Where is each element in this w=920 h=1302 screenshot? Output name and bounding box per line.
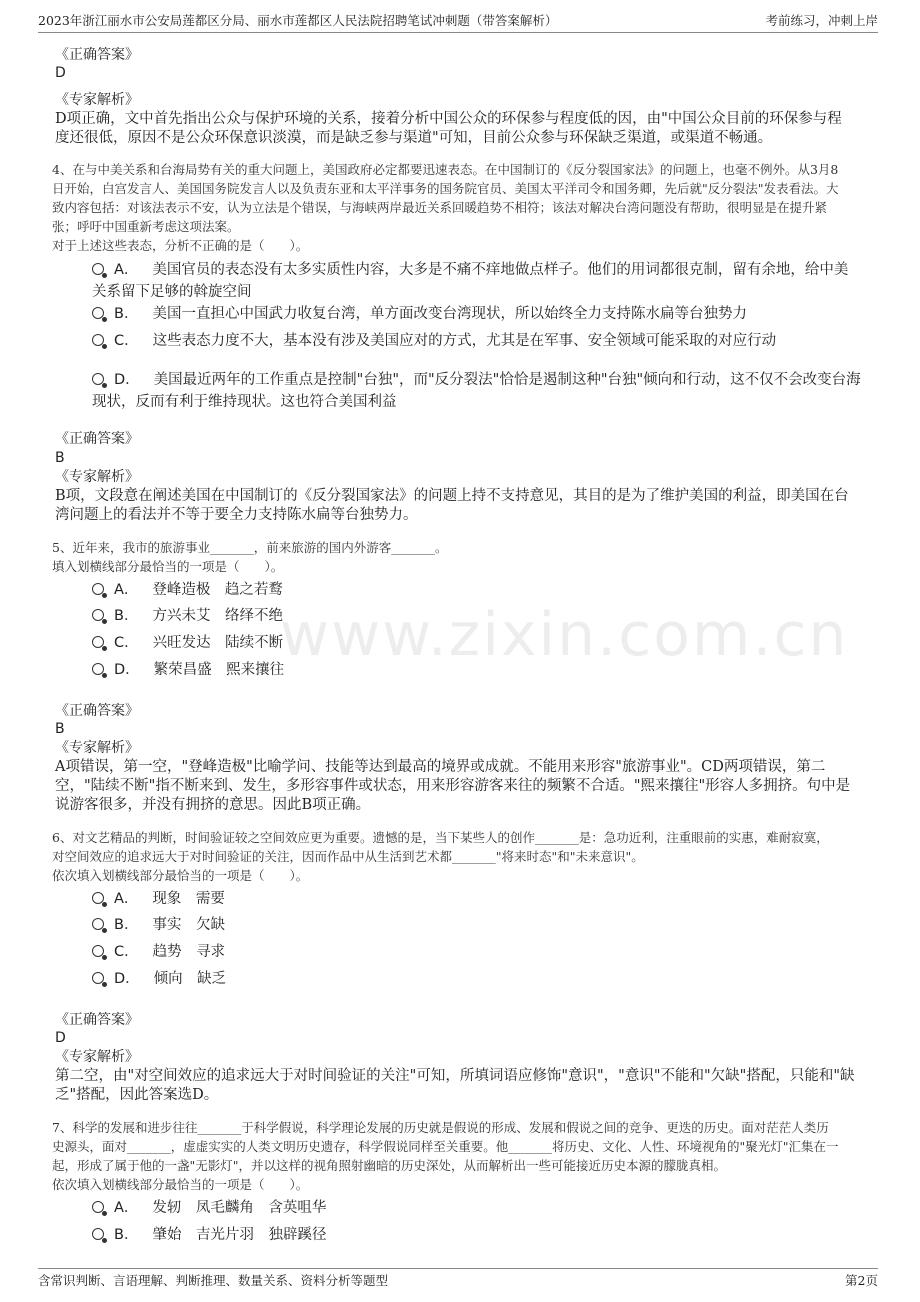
- stem-line: 对空间效应的追求远大于对时间验证的关注，因而作品中从生活到艺术都_______"将来时态"和"未来意识"。: [52, 849, 644, 864]
- stem-line: 张；呼吁中国重新考虑这项法案。: [52, 219, 240, 234]
- option-text: 繁荣昌盛 熙来攘往: [153, 662, 285, 678]
- option-letter: D．: [114, 372, 140, 388]
- option-b[interactable]: [92, 303, 868, 325]
- analysis-line: D项正确，文中首先指出公众与保护环境的关系，接着分析中国公众的环保参与程度低的因，由"中国公众目前的环保参与程: [55, 111, 842, 127]
- option-text: 现象 需要: [152, 891, 225, 907]
- stem-line: 日开始，白宫发言人、美国国务院发言人以及负责东亚和太平洋事务的国务院官员、美国太平洋司令和国务卿，先后就"反分裂法"发表看法。大: [52, 181, 839, 196]
- analysis-line: 空，"陆续不断"指不断来到、发生，多形容事件或状态，用来形容游客来往的频繁不合适。"熙来攘往"形容人多拥挤。句中是: [55, 778, 851, 794]
- option-a[interactable]: [92, 888, 868, 910]
- expert-analysis-label: 《专家解析》: [55, 469, 139, 485]
- footer-note: 含常识判断、言语理解、判断推理、数量关系、资料分析等题型: [38, 1273, 389, 1288]
- stem-line: 7、科学的发展和进步往往_______于科学假说，科学理论发展的历史就是假说的形成、发展和假说之间的竞争、更迭的历史。面对茫茫人类历: [52, 1120, 829, 1135]
- option-text: 关系留下足够的斡旋空间: [92, 284, 252, 300]
- option-letter: C．: [114, 635, 139, 651]
- option-text: 发轫 凤毛麟角 含英咀华: [152, 1200, 327, 1216]
- correct-answer: B: [55, 450, 65, 466]
- analysis-line: B项，文段意在阐述美国在中国制订的《反分裂国家法》的问题上持不支持意见，其目的是为了维护美国的利益，即美国在台: [55, 488, 849, 504]
- analysis-line: 第二空，由"对空间效应的追求远大于对时间验证的关注"可知，所填词语应修饰"意识"，"意识"不能和"欠缺"搭配，只能和"缺: [55, 1068, 855, 1084]
- option-letter: B．: [114, 917, 139, 933]
- question-stem: [52, 1118, 872, 1194]
- option-b[interactable]: [92, 605, 868, 627]
- expert-analysis: [55, 758, 867, 815]
- question-stem: [52, 160, 872, 255]
- stem-line: 5、近年来，我市的旅游事业_______，前来旅游的国内外游客_______。: [52, 540, 448, 555]
- option-text: 倾向 缺乏: [153, 971, 227, 987]
- header-slogan: 考前练习，冲刺上岸: [765, 13, 878, 28]
- stem-line: 对于上述这些表态，分析不正确的是（ ）。: [52, 238, 309, 253]
- expert-analysis: [55, 487, 867, 525]
- stem-line: 4、在与中美关系和台海局势有关的重大问题上，美国政府必定都要迅速表态。在中国制订的《反分裂国家法》的问题上，也毫不例外。从3月8: [52, 162, 839, 177]
- correct-answer: D: [55, 65, 66, 81]
- correct-answer-label: 《正确答案》: [55, 1012, 139, 1028]
- option-letter: D．: [114, 971, 140, 987]
- expert-analysis: [55, 1067, 867, 1105]
- option-letter: D．: [114, 662, 140, 678]
- correct-answer: D: [55, 1030, 66, 1046]
- radio-icon[interactable]: [92, 636, 104, 648]
- option-letter: B．: [114, 306, 139, 322]
- option-c[interactable]: [92, 941, 868, 963]
- option-d[interactable]: [92, 369, 868, 413]
- radio-icon[interactable]: [92, 334, 104, 346]
- analysis-line: A项错误，第一空，"登峰造极"比喻学问、技能等达到最高的境界或成就。不能用来形容"旅游事业"。CD两项错误，第二: [55, 759, 826, 775]
- stem-line: 起，形成了属于他的一盏"无影灯"，并以这样的视角照射幽暗的历史深处，从而解析出一些可能接近历史本源的朦胧真相。: [52, 1158, 727, 1173]
- watermark: www.zixin.com.cn: [280, 600, 849, 670]
- correct-answer: B: [55, 721, 65, 737]
- option-letter: C．: [114, 333, 139, 349]
- radio-icon[interactable]: [92, 892, 104, 904]
- expert-analysis-label: 《专家解析》: [55, 92, 139, 108]
- option-letter: A．: [114, 1200, 139, 1216]
- option-letter: C．: [114, 944, 139, 960]
- option-a[interactable]: [92, 259, 868, 303]
- radio-icon[interactable]: [92, 583, 104, 595]
- option-text: 现状，反而有利于维持现状。这也符合美国利益: [92, 394, 397, 410]
- radio-icon[interactable]: [92, 945, 104, 957]
- stem-line: 史源头，面对_______，虚虚实实的人类文明历史遗存，科学假说同样至关重要。他_______将历史、文化、人性、环境视角的"聚光灯"汇集在一: [52, 1139, 839, 1154]
- option-d[interactable]: [92, 968, 868, 990]
- option-text: 美国官员的表态没有太多实质性内容，大多是不痛不痒地做点样子。他们的用词都很克制，留有余地，给中美: [152, 262, 849, 278]
- expert-analysis: [55, 110, 867, 148]
- radio-icon[interactable]: [92, 918, 104, 930]
- radio-icon[interactable]: [92, 609, 104, 621]
- radio-icon[interactable]: [92, 1228, 104, 1240]
- option-a[interactable]: [92, 1197, 868, 1219]
- expert-analysis-label: 《专家解析》: [55, 740, 139, 756]
- correct-answer-label: 《正确答案》: [55, 703, 139, 719]
- analysis-line: 乏"搭配，因此答案选D。: [55, 1087, 219, 1103]
- option-letter: A．: [114, 582, 139, 598]
- analysis-line: 说游客很多，并没有拥挤的意思。因此B项正确。: [55, 797, 371, 813]
- option-text: 美国最近两年的工作重点是控制"台独"，而"反分裂法"恰恰是遏制这种"台独"倾向和行动，这不仅不会改变台海: [153, 372, 861, 388]
- analysis-line: 度还很低，原因不是公众环保意识淡漠，而是缺乏参与渠道"可知，目前公众参与环保缺乏渠道，或渠道不畅通。: [55, 130, 773, 146]
- stem-line: 依次填入划横线部分最恰当的一项是（ ）。: [52, 1177, 309, 1192]
- stem-line: 6、对文艺精品的判断，时间验证较之空间效应更为重要。遗憾的是，当下某些人的创作_______是：急功近利，注重眼前的实惠，难耐寂寞，: [52, 830, 829, 845]
- option-b[interactable]: [92, 1224, 868, 1246]
- option-text: 美国一直担心中国武力收复台湾，单方面改变台湾现状，所以始终全力支持陈水扁等台独势力: [152, 306, 747, 322]
- option-d[interactable]: [92, 659, 868, 681]
- page-footer: [38, 1268, 878, 1291]
- expert-analysis-label: 《专家解析》: [55, 1049, 139, 1065]
- analysis-line: 湾问题上的看法并不等于要全力支持陈水扁等台独势力。: [55, 507, 418, 523]
- option-b[interactable]: [92, 914, 868, 936]
- question-stem: [52, 828, 872, 885]
- option-text: 事实 欠缺: [152, 917, 225, 933]
- radio-icon[interactable]: [92, 1201, 104, 1213]
- option-letter: B．: [114, 608, 139, 624]
- option-text: 登峰造极 趋之若鹜: [152, 582, 283, 598]
- option-letter: A．: [114, 262, 139, 278]
- radio-icon[interactable]: [92, 663, 104, 675]
- option-text: 肇始 吉光片羽 独辟蹊径: [152, 1227, 327, 1243]
- radio-icon[interactable]: [92, 263, 104, 275]
- option-c[interactable]: [92, 632, 868, 654]
- stem-line: 致内容包括：对该法表示不安，认为立法是个错误，与海峡两岸最近关系回暖趋势不相符；该法对解决台湾问题没有帮助，很明显是在提升紧: [52, 200, 828, 215]
- option-text: 这些表态力度不大，基本没有涉及美国应对的方式，尤其是在军事、安全领域可能采取的对应行动: [152, 333, 777, 349]
- option-text: 兴旺发达 陆续不断: [152, 635, 284, 651]
- page-header: [38, 10, 878, 33]
- option-c[interactable]: [92, 330, 868, 352]
- option-text: 方兴未艾 络绎不绝: [152, 608, 283, 624]
- option-letter: A．: [114, 891, 139, 907]
- correct-answer-label: 《正确答案》: [55, 431, 139, 447]
- stem-line: 填入划横线部分最恰当的一项是（ ）。: [52, 559, 284, 574]
- radio-icon[interactable]: [92, 972, 104, 984]
- option-letter: B．: [114, 1227, 139, 1243]
- correct-answer-label: 《正确答案》: [55, 47, 139, 63]
- question-stem: [52, 538, 872, 576]
- option-a[interactable]: [92, 579, 868, 601]
- stem-line: 依次填入划横线部分最恰当的一项是（ ）。: [52, 868, 309, 883]
- radio-icon[interactable]: [92, 307, 104, 319]
- page-number: 第2页: [845, 1273, 878, 1288]
- option-text: 趋势 寻求: [152, 944, 226, 960]
- document-title: 2023年浙江丽水市公安局莲都区分局、丽水市莲都区人民法院招聘笔试冲刺题（带答案解析）: [38, 13, 558, 28]
- radio-icon[interactable]: [92, 373, 104, 385]
